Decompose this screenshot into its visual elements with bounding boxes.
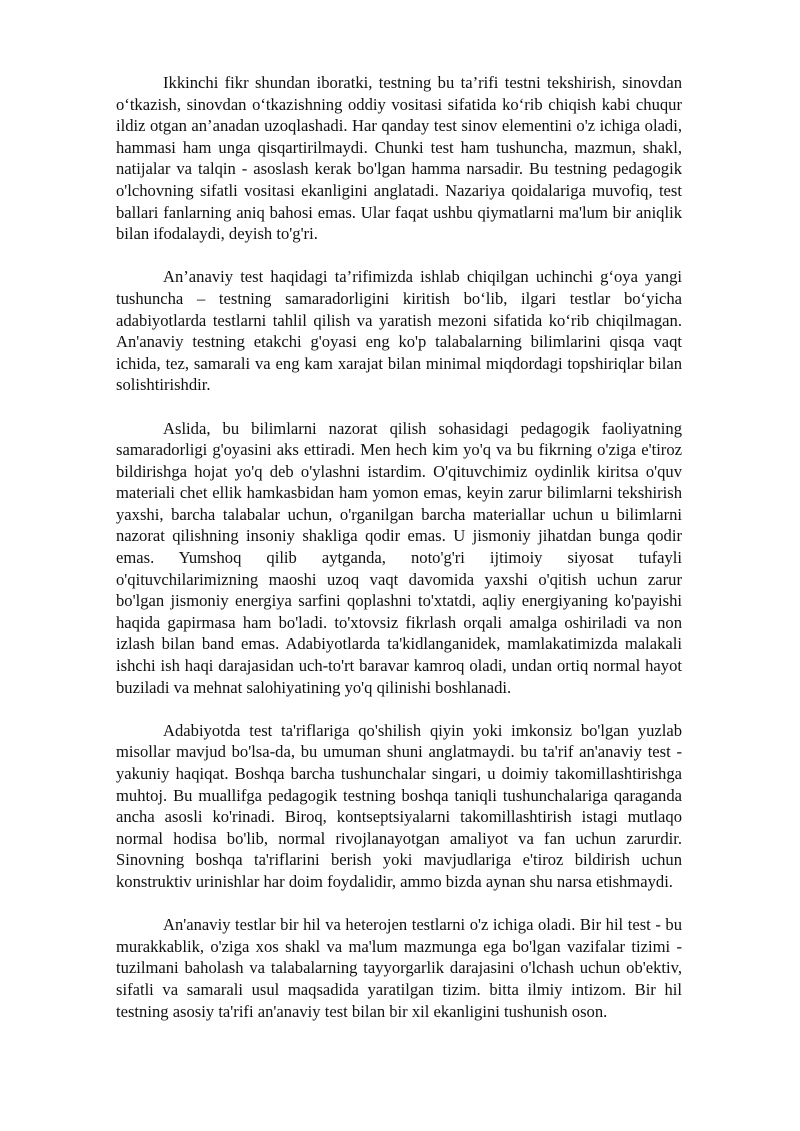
paragraph-2: An’anaviy test haqidagi ta’rifimizda ishlab chiqilgan uchinchi g‘oya yangi tushuncha – testning samaradorligini kiritish bo‘lib, ilgari testlar bo‘yicha adabiyotlarda testlarni tahlil qilish va yaratish mezoni sifatida ko‘rib chiqilmagan. An'anaviy testning etakchi g'oyasi eng ko'p talabalarning bilimlarini qisqa vaqt ichida, tez, samarali va eng kam xarajat bilan minimal miqdordagi topshiriqlar bilan solishtirishdir. [116, 267, 682, 395]
paragraph-5: An'anaviy testlar bir hil va heterojen testlarni o'z ichiga oladi. Bir hil test - bu murakkablik, o'ziga xos shakl va ma'lum mazmunga ega bo'lgan vazifalar tizimi - tuzilmani baholash va talabalarning tayyorgarlik darajasini o'lchash uchun ob'ektiv, sifatli va samarali usul maqsadida yaratilgan tizim. bitta ilmiy intizom. Bir hil testning asosiy ta'rifi an'anaviy test bilan bir xil ekanligini tushunish oson. [116, 915, 682, 1021]
document-page [116, 72, 682, 1044]
paragraph-3: Aslida, bu bilimlarni nazorat qilish sohasidagi pedagogik faoliyatning samaradorligi g'oyasini aks ettiradi. Men hech kim yo'q va bu fikrning o'ziga e'tiroz bildirishga hojat yo'q deb o'ylashni istardim. O'qituvchimiz oydinlik kiritsa o'quv materiali chet ellik hamkasbidan ham yomon emas, keyin zarur bilimlarni tekshirish yaxshi, barcha talabalar uchun, o'rganilgan barcha materiallar uchun u bilimlarni nazorat qilishning insoniy shakliga qodir emas. U jismoniy jihatdan bunga qodir emas. Yumshoq qilib aytganda, noto'g'ri ijtimoiy siyosat tufayli o'qituvchilarimizning maoshi uzoq vaqt davomida yaxshi o'qitish uchun zarur bo'lgan jismoniy energiya sarfini qoplashni to'xtatdi, aqliy energiyaning ko'payishi haqida gapirmasa ham bo'ladi. to'xtovsiz fikrlash orqali amalga oshiriladi va non izlash bilan band emas. Adabiyotlarda ta'kidlanganidek, mamlakatimizda malakali ishchi ish haqi darajasidan uch-to'rt baravar kamroq oladi, undan ortiq normal hayot buziladi va mehnat salohiyatining yo'q qilinishi boshlanadi. [116, 418, 682, 697]
paragraph-4: Adabiyotda test ta'riflariga qo'shilish qiyin yoki imkonsiz bo'lgan yuzlab misollar mavjud bo'lsa-da, bu umuman shuni anglatmaydi. bu ta'rif an'anaviy test - yakuniy haqiqat. Boshqa barcha tushunchalar singari, u doimiy takomillashtirishga muhtoj. Bu muallifga pedagogik testning boshqa taniqli tushunchalariga qaraganda ancha asosli ko'rinadi. Biroq, kontseptsiyalarni takomillashtirish istagi mutlaqo normal hodisa bo'lib, normal rivojlanayotgan amaliyot va fan uchun zarurdir. Sinovning boshqa ta'riflarini berish yoki mavjudlariga e'tiroz bildirish uchun konstruktiv urinishlar har doim foydalidir, ammo bizda aynan shu narsa etishmaydi. [116, 720, 682, 891]
paragraph-1: Ikkinchi fikr shundan iboratki, testning bu ta’rifi testni tekshirish, sinovdan o‘tkazish, sinovdan o‘tkazishning oddiy vositasi sifatida ko‘rib chiqish kabi chuqur ildiz otgan an’anadan uzoqlashadi. Har qanday test sinov elementini o'z ichiga oladi, hammasi ham unga qisqartirilmaydi. Chunki test ham tushuncha, mazmun, shakl, natijalar va talqin - asoslash kerak bo'lgan hamma narsadir. Bu testning pedagogik o'lchovning sifatli vositasi ekanligini anglatadi. Nazariya qoidalariga muvofiq, test ballari fanlarning aniq bahosi emas. Ular faqat ushbu qiymatlarni ma'lum bir aniqlik bilan ifodalaydi, deyish to'g'ri. [116, 73, 682, 244]
